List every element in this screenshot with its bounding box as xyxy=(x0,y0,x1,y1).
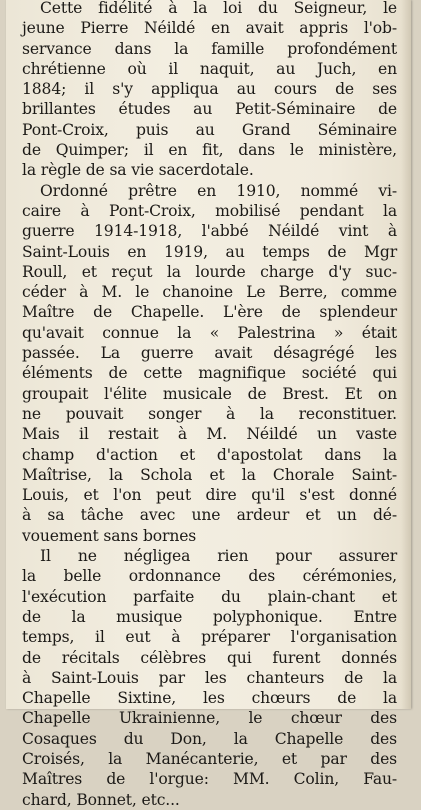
article-text xyxy=(6,0,411,810)
article-line: Chapelle Sixtine, les chœurs de la xyxy=(22,689,397,708)
article-line: brillantes études au Petit-Séminaire de xyxy=(22,100,397,119)
article-line: Saint-Louis en 1919, au temps de Mgr xyxy=(22,242,397,261)
article-line: Maîtrise, la Schola et la Chorale Saint- xyxy=(22,465,397,484)
article-line: chrétienne où il naquit, au Juch, en xyxy=(22,59,397,78)
article-line: Mais il restait à M. Néildé un vaste xyxy=(22,425,397,444)
article-paragraph xyxy=(6,546,411,810)
article-line: Maître de Chapelle. L'ère de splendeur xyxy=(22,303,397,322)
article-line: de récitals célèbres qui furent donnés xyxy=(22,648,397,667)
article-line: la belle ordonnance des cérémonies, xyxy=(22,567,397,586)
article-line: temps, il eut à préparer l'organisation xyxy=(22,628,397,647)
article-line: qu'avait connue la « Palestrina » était xyxy=(22,323,397,342)
article-line: passée. La guerre avait désagrégé les xyxy=(22,344,397,363)
article-line: Roull, et reçut la lourde charge d'y suc- xyxy=(22,262,397,281)
article-line: Il ne négligea rien pour assurer xyxy=(40,547,397,566)
article-line: chard, Bonnet, etc... xyxy=(22,790,180,809)
article-line: de Quimper; il en fit, dans le ministère, xyxy=(22,141,397,160)
article-line: céder à M. le chanoine Le Berre, comme xyxy=(22,283,397,302)
article-line: caire à Pont-Croix, mobilisé pendant la xyxy=(22,201,397,220)
article-line: champ d'action et d'apostolat dans la xyxy=(22,445,397,464)
article-line: jeune Pierre Néildé en avait appris l'ob- xyxy=(22,19,397,38)
article-line: guerre 1914-1918, l'abbé Néildé vint à xyxy=(22,222,397,241)
article-line: Ordonné prêtre en 1910, nommé vi- xyxy=(40,181,397,200)
article-paragraph xyxy=(6,181,411,546)
article-line: la règle de sa vie sacerdotale. xyxy=(22,161,254,180)
article-line: à Saint-Louis par les chanteurs de la xyxy=(22,668,397,687)
article-paragraph xyxy=(6,0,411,181)
article-line: ne pouvait songer à la reconstituer. xyxy=(22,404,397,423)
article-line: de la musique polyphonique. Entre xyxy=(22,607,397,626)
article-line: vouement sans bornes xyxy=(22,526,197,545)
article-line: à sa tâche avec une ardeur et un dé- xyxy=(22,506,397,525)
article-line: éléments de cette magnifique société qui xyxy=(22,364,397,383)
article-line: Maîtres de l'orgue: MM. Colin, Fau- xyxy=(22,770,397,789)
article-line: 1884; il s'y appliqua au cours de ses xyxy=(22,80,397,99)
article-line: Pont-Croix, puis au Grand Séminaire xyxy=(22,120,397,139)
paper-edge xyxy=(401,0,411,709)
article-line: l'exécution parfaite du plain-chant et xyxy=(22,587,397,606)
article-line: Croisés, la Manécanterie, et par des xyxy=(22,749,397,768)
article-line: Cosaques du Don, la Chapelle des xyxy=(22,729,397,748)
article-line: Louis, et l'on peut dire qu'il s'est donné xyxy=(22,486,397,505)
newspaper-clipping xyxy=(6,0,411,809)
article-line: groupait l'élite musicale de Brest. Et on xyxy=(22,384,397,403)
article-line: servance dans la famille profondément xyxy=(22,39,397,58)
article-line: Cette fidélité à la loi du Seigneur, le xyxy=(40,0,397,17)
article-line: Chapelle Ukrainienne, le chœur des xyxy=(22,709,397,728)
